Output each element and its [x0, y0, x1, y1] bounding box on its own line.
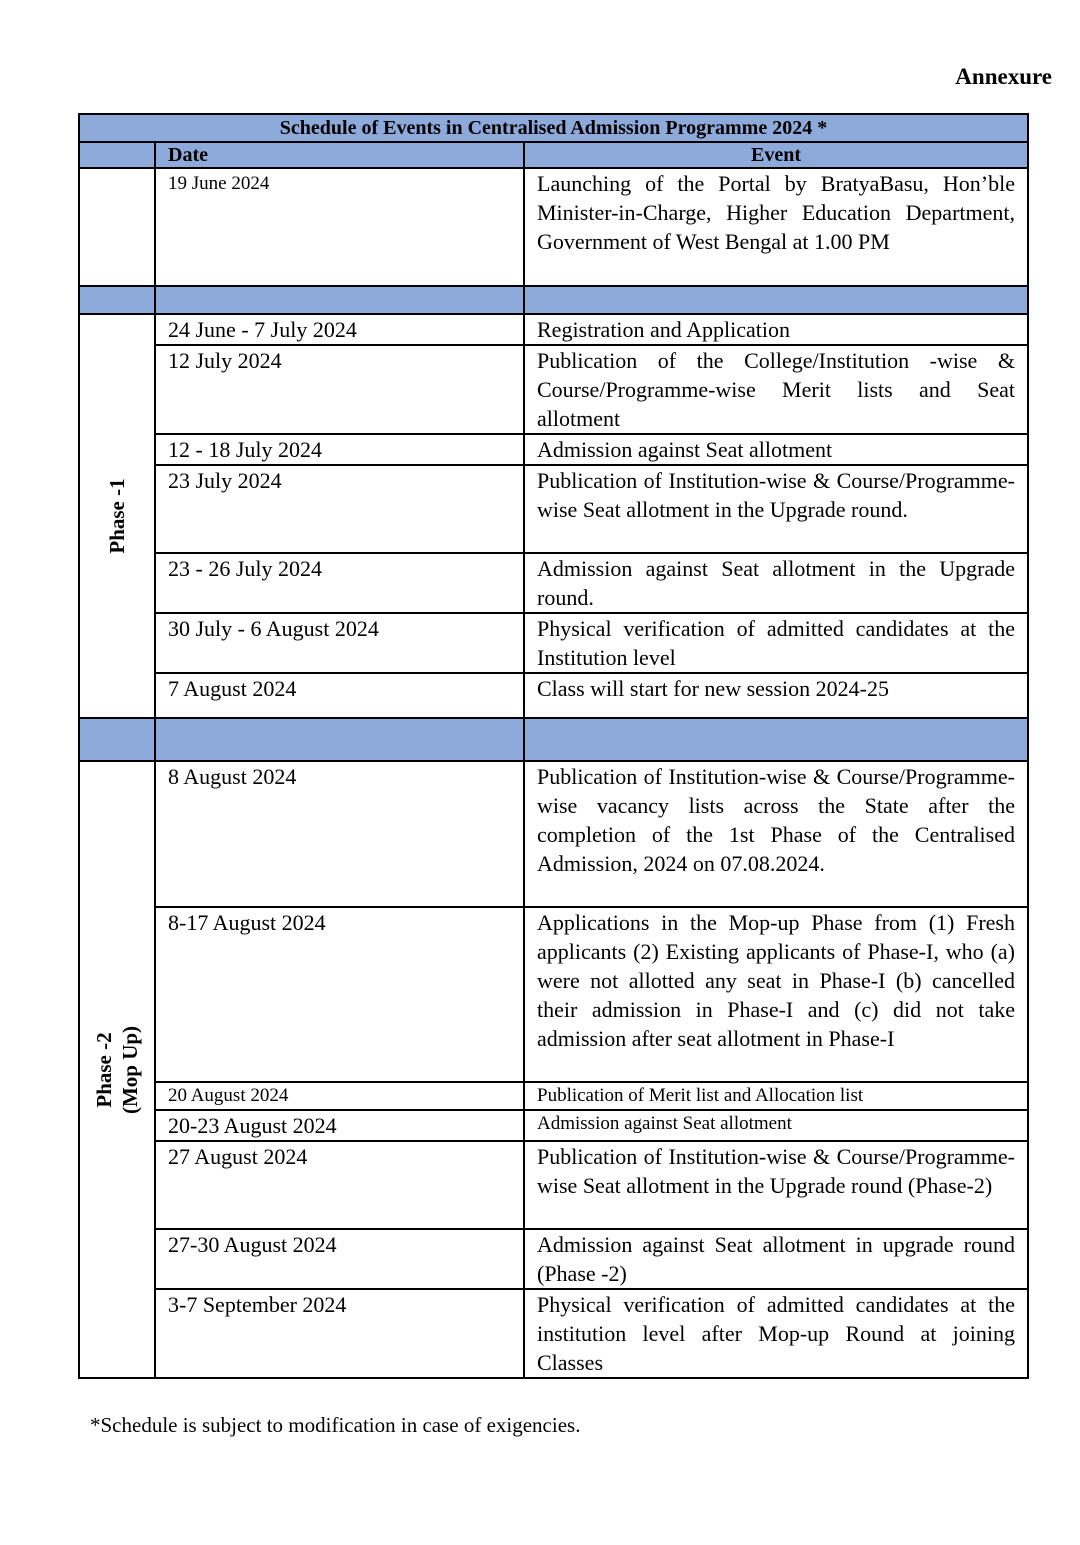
table-row — [79, 761, 1028, 907]
phase-2-label-line1: Phase -2 — [92, 1031, 116, 1108]
row-date: 8-17 August 2024 — [155, 907, 524, 1082]
table-title: Schedule of Events in Centralised Admission Programme 2024 * — [79, 114, 1028, 142]
table-row — [79, 1141, 1028, 1229]
row-date: 23 - 26 July 2024 — [155, 553, 524, 613]
annexure-heading: Annexure — [955, 64, 1052, 89]
row-date: 30 July - 6 August 2024 — [155, 613, 524, 673]
row-date: 8 August 2024 — [155, 761, 524, 907]
row-event: Admission against Seat allotment — [524, 434, 1028, 465]
table-row — [79, 613, 1028, 673]
table-header-row — [79, 142, 1028, 168]
row-date: 12 - 18 July 2024 — [155, 434, 524, 465]
row-date: 27 August 2024 — [155, 1141, 524, 1229]
schedule-table — [78, 113, 1029, 1379]
table-row — [79, 553, 1028, 613]
table-row — [79, 1229, 1028, 1289]
row-event: Publication of Institution-wise & Course/Programme-wise Seat allotment in the Upgrade round. — [524, 465, 1028, 553]
row-event: Admission against Seat allotment — [524, 1110, 1028, 1141]
table-row — [79, 1082, 1028, 1110]
phase-1-label: Phase -1 — [105, 478, 129, 554]
row-event: Applications in the Mop-up Phase from (1) Fresh applicants (2) Existing applicants of Phase-I, who (a) were not allotted any seat in Phase-I (b) cancelled their admission in Phase-I and (c) did not take admission after seat allotment in Phase-I — [524, 907, 1028, 1082]
row-event: Publication of Merit list and Allocation list — [524, 1082, 1028, 1110]
row-date: 27-30 August 2024 — [155, 1229, 524, 1289]
table-row — [79, 434, 1028, 465]
row-event: Registration and Application — [524, 314, 1028, 345]
row-date: 12 July 2024 — [155, 345, 524, 434]
table-row — [79, 1289, 1028, 1378]
spacer-row — [79, 718, 1028, 761]
phase-2-label — [91, 1025, 143, 1113]
row-event: Publication of Institution-wise & Course/Programme-wise Seat allotment in the Upgrade round (Phase-2) — [524, 1141, 1028, 1229]
footnote: *Schedule is subject to modification in case of exigencies. — [90, 1413, 581, 1437]
row-event: Publication of the College/Institution -wise & Course/Programme-wise Merit lists and Seat allotment — [524, 345, 1028, 434]
spacer-row — [79, 286, 1028, 314]
phase-1-label-cell — [79, 314, 155, 718]
table-row — [79, 314, 1028, 345]
phase-2-label-cell — [79, 761, 155, 1378]
row-event: Admission against Seat allotment in upgrade round (Phase -2) — [524, 1229, 1028, 1289]
table-row — [79, 345, 1028, 434]
row-event: Class will start for new session 2024-25 — [524, 673, 1028, 718]
table-row — [79, 673, 1028, 718]
table-row — [79, 465, 1028, 553]
row-date: 20-23 August 2024 — [155, 1110, 524, 1141]
table-title-row — [79, 114, 1028, 142]
intro-date: 19 June 2024 — [155, 168, 524, 286]
intro-event: Launching of the Portal by BratyaBasu, Hon’ble Minister-in-Charge, Higher Education Department, Government of West Bengal at 1.00 PM — [524, 168, 1028, 286]
row-event: Physical verification of admitted candidates at the Institution level — [524, 613, 1028, 673]
row-date: 20 August 2024 — [155, 1082, 524, 1110]
row-date: 23 July 2024 — [155, 465, 524, 553]
header-date: Date — [155, 142, 524, 168]
row-event: Physical verification of admitted candidates at the institution level after Mop-up Round at joining Classes — [524, 1289, 1028, 1378]
row-date: 7 August 2024 — [155, 673, 524, 718]
table-row — [79, 1110, 1028, 1141]
table-row — [79, 168, 1028, 286]
table-row — [79, 907, 1028, 1082]
row-date: 3-7 September 2024 — [155, 1289, 524, 1378]
intro-blank — [79, 168, 155, 286]
header-event: Event — [524, 142, 1028, 168]
row-event: Publication of Institution-wise & Course/Programme-wise vacancy lists across the State after the completion of the 1st Phase of the Centralised Admission, 2024 on 07.08.2024. — [524, 761, 1028, 907]
row-date: 24 June - 7 July 2024 — [155, 314, 524, 345]
phase-2-label-line2: (Mop Up) — [118, 1025, 142, 1114]
row-event: Admission against Seat allotment in the Upgrade round. — [524, 553, 1028, 613]
header-blank — [79, 142, 155, 168]
